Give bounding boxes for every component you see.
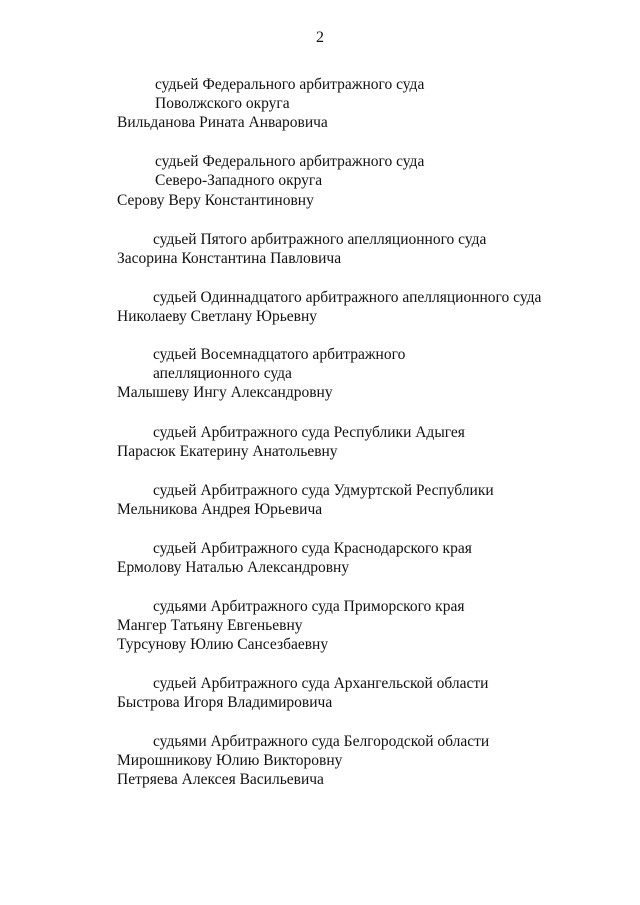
entry-2-name-1: Серову Веру Константиновну [117, 192, 314, 209]
entry-11-name-2: Петряева Алексея Васильевича [117, 771, 324, 788]
entry-5-position-line-2: апелляционного суда [153, 365, 292, 382]
entry-5-name-1: Малышеву Ингу Александровну [117, 384, 333, 401]
entry-9-name-2: Турсунову Юлию Сансезбаевну [117, 636, 329, 653]
entry-7-position-line-1: судьей Арбитражного суда Удмуртской Республики [153, 482, 494, 499]
entry-3-position-line-1: судьей Пятого арбитражного апелляционного суда [153, 231, 487, 248]
entry-5-position-line-1: судьей Восемнадцатого арбитражного [153, 346, 406, 363]
entry-2-position-line-1: судьей Федерального арбитражного суда [155, 153, 425, 170]
entry-6-position-line-1: судьей Арбитражного суда Республики Адыгея [153, 424, 465, 441]
entry-9-position-line-1: судьями Арбитражного суда Приморского края [153, 598, 465, 615]
entry-10-position-line-1: судьей Арбитражного суда Архангельской области [153, 675, 489, 692]
entry-4-position-line-1: судьей Одиннадцатого арбитражного апелляционного суда [153, 289, 542, 306]
entry-7-name-1: Мельникова Андрея Юрьевича [117, 501, 323, 518]
entry-8-position-line-1: судьей Арбитражного суда Краснодарского края [153, 540, 472, 557]
entry-1-position-line-1: судьей Федерального арбитражного суда [155, 76, 425, 93]
entry-6-name-1: Парасюк Екатерину Анатольевну [117, 443, 338, 460]
entry-9-name-1: Мангер Татьяну Евгеньевну [117, 617, 303, 634]
entry-10-name-1: Быстрова Игоря Владимировича [117, 694, 333, 711]
entry-2-position-line-2: Северо-Западного округа [155, 172, 323, 189]
entry-4-name-1: Николаеву Светлану Юрьевну [117, 308, 318, 325]
page-number: 2 [316, 29, 324, 46]
entry-1-name-1: Вильданова Рината Анваровича [117, 114, 328, 131]
entry-11-name-1: Мирошникову Юлию Викторовну [117, 752, 343, 769]
entry-11-position-line-1: судьями Арбитражного суда Белгородской области [153, 733, 490, 750]
entry-3-name-1: Засорина Константина Павловича [117, 250, 342, 267]
entry-1-position-line-2: Поволжского округа [155, 95, 290, 112]
entry-8-name-1: Ермолову Наталью Александровну [117, 559, 350, 576]
